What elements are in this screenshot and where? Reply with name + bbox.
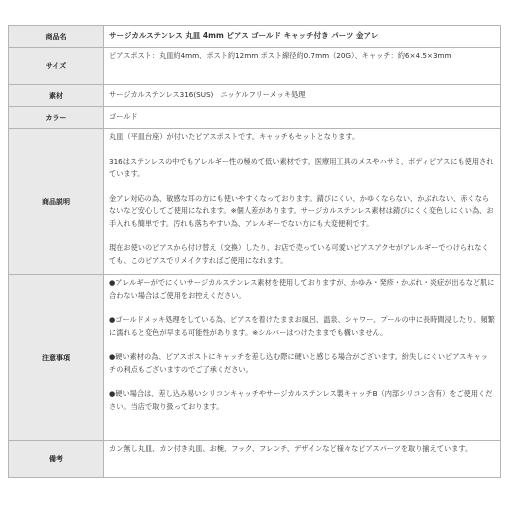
row-label: カラー <box>9 107 104 129</box>
row-value <box>104 129 501 275</box>
paragraph: 316はステンレスの中でもアレルギー性の極めて低い素材です。医療用工具のメスやハサミ、ボディピアスにも使用されています。 <box>109 156 494 178</box>
spec-row-description <box>9 129 501 275</box>
row-value <box>104 26 501 48</box>
paragraph: サージカルステンレス316(SUS) ニッケルフリーメッキ処理 <box>109 90 306 100</box>
row-label: 注意事項 <box>9 275 104 441</box>
row-label: 商品名 <box>9 26 104 48</box>
row-label: 備考 <box>9 441 104 478</box>
spec-row-remarks <box>9 441 501 478</box>
paragraph: カン無し丸皿、カン付き丸皿、お椀、フック、フレンチ、デザインなど様々なピアスパーツを取り揃えています。 <box>109 444 473 453</box>
row-label: 素材 <box>9 85 104 107</box>
paragraph: ピアスポスト：丸皿約4mm、ポスト約12mm ポスト線径約0.7mm（20G）、キャッチ：約6×4.5×3mm <box>109 51 452 60</box>
paragraph: ●ゴールドメッキ処理をしている為、ピアスを着けたままお風呂、温泉、シャワー、プールの中に長時間浸したり、頻繁に濡れると変色が早まる可能性があります。※シルバーはつけたままでも構いません。 <box>109 315 495 337</box>
row-value <box>104 85 501 107</box>
paragraph: 現在お使いのピアスから付け替え（交換）したり、お店で売っている可愛いピアスアクセがアレルギーでつけられなくても、このピアスでリメイクすればご使用になれます。 <box>109 243 489 265</box>
paragraph: 丸皿（平皿台座）が付いたピアスポストです。キャッチもセットとなります。 <box>109 132 360 141</box>
product-spec-table <box>8 25 501 478</box>
row-value <box>104 275 501 441</box>
spec-row-notes <box>9 275 501 441</box>
row-value <box>104 48 501 85</box>
paragraph: ●硬い素材の為、ピアスポストにキャッチを差し込む際に硬いと感じる場合がございます。紛失しにくいピアスキャッチの利点もございますのでご了承ください。 <box>109 352 488 374</box>
paragraph: ゴールド <box>109 112 138 122</box>
row-value <box>104 107 501 129</box>
spec-row-color <box>9 107 501 129</box>
spec-row-product-name <box>9 26 501 48</box>
row-label: サイズ <box>9 48 104 85</box>
spec-row-material <box>9 85 501 107</box>
spec-row-size <box>9 48 501 85</box>
paragraph: ●アレルギーがでにくいサージカルステンレス素材を使用しておりますが、かゆみ・発疹・かぶれ・炎症が出るなど肌に合わない場合はご使用をお控えください。 <box>109 278 495 300</box>
paragraph: サージカルステンレス 丸皿 4mm ピアス ゴールド キャッチ付き パーツ 金アレ <box>109 31 379 41</box>
row-value <box>104 441 501 478</box>
paragraph: 金アレ対応の為、敏感な耳の方にも使いやすくなっております。錆びにくい、かゆくならない、かぶれない、赤くならないなど安心してご使用になれます。※個人差があります。サージカルステンレス素材は錆びにくく変色しにくい為、お手入れも簡単です。汚れも落ちやすい為、アレルギーでない方にも大変便利です。 <box>109 193 494 228</box>
paragraph: ●硬い場合は、差し込み易いシリコンキャッチやサージカルステンレス製キャッチB（内部シリコン含有）をご使用ください。当店で取り扱っております。 <box>109 389 493 411</box>
row-label: 商品説明 <box>9 129 104 275</box>
